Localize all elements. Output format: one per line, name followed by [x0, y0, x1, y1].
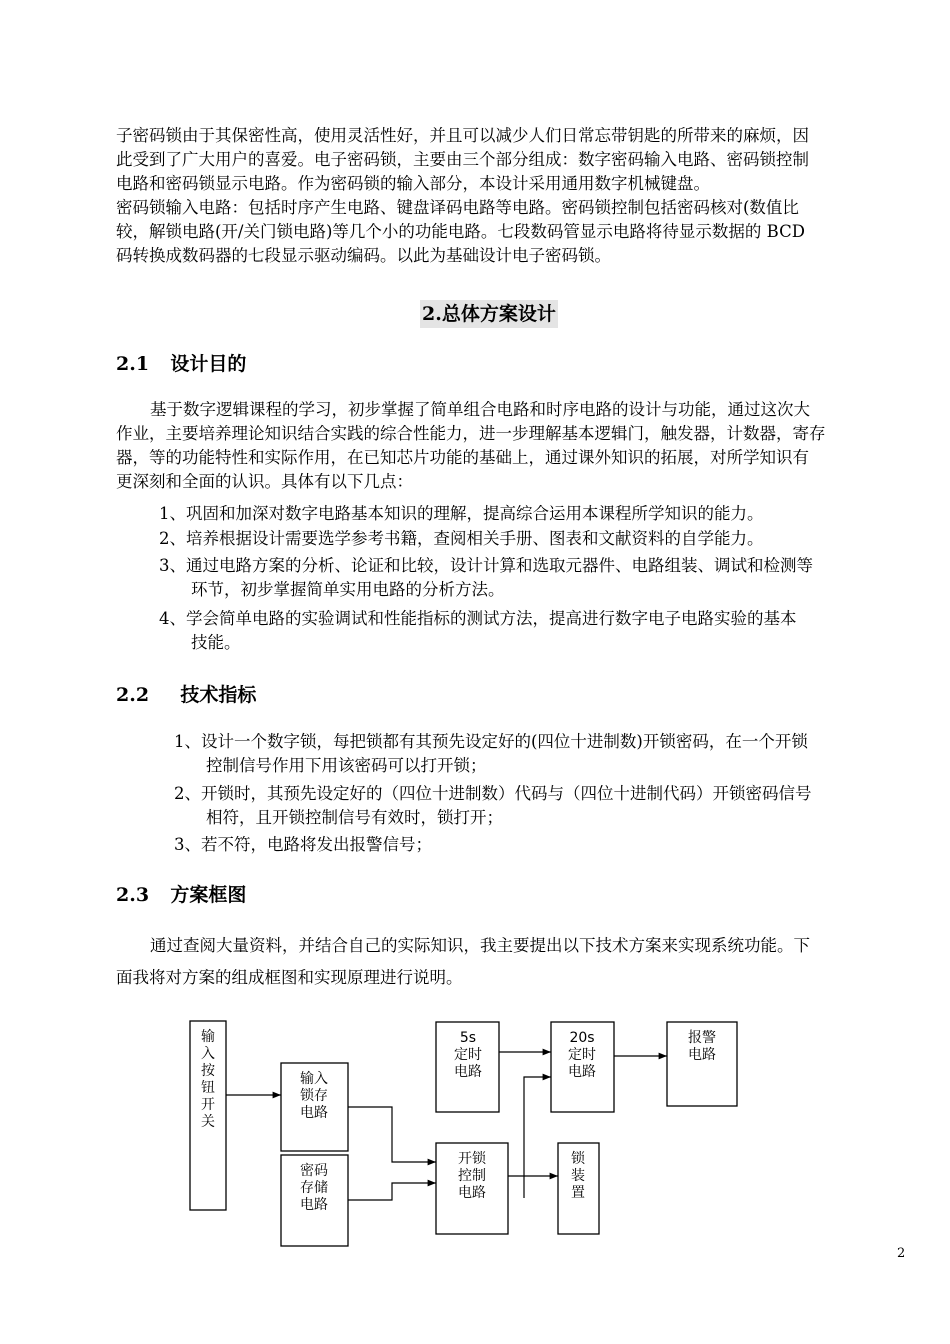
timer-20s-label: 20s — [569, 1030, 595, 1046]
list-item-continuation: 相符，且开锁控制信号有效时，锁打开； — [206, 808, 503, 827]
intro-line: 此受到了广大用户的喜爱。电子密码锁，主要由三个部分组成：数字密码输入电路、密码锁控制 — [116, 150, 809, 169]
s21-line: 作业，主要培养理论知识结合实践的综合性能力，进一步理解基本逻辑门，触发器，计数器，寄存 — [116, 424, 826, 443]
list-item-text: 3、若不符，电路将发出报警信号； — [174, 835, 432, 854]
section-number: 2.3 — [116, 884, 150, 906]
input-latch-label: 输入 — [300, 1071, 328, 1087]
timer-5s-label: 5s — [459, 1030, 477, 1046]
unlock-control-label: 开锁 — [458, 1151, 486, 1167]
timer-5s-label: 定时 — [454, 1047, 482, 1063]
intro-line: 电路和密码锁显示电路。作为密码锁的输入部分，本设计采用通用数字机械键盘。 — [116, 174, 710, 193]
arrow-store-to-control — [348, 1183, 436, 1200]
input-latch-label: 锁存 — [300, 1088, 328, 1104]
list-item-text: 1、设计一个数字锁，每把锁都有其预先设定好的(四位十进制数)开锁密码，在一个开锁 — [174, 732, 808, 751]
section-title: 技术指标 — [180, 684, 257, 706]
s21-line: 更深刻和全面的认识。具体有以下几点： — [116, 472, 413, 491]
page-number: 2 — [897, 1246, 906, 1261]
input-switch-char: 开 — [201, 1097, 215, 1113]
alarm-label: 报警 — [688, 1030, 716, 1046]
input-switch-char: 关 — [201, 1114, 215, 1130]
list-item-continuation: 技能。 — [191, 633, 241, 652]
s23-line: 通过查阅大量资料，并结合自己的实际知识，我主要提出以下技术方案来实现系统功能。下 — [150, 936, 810, 955]
section-number: 2.1 — [116, 353, 150, 375]
list-item-continuation: 环节，初步掌握简单实用电路的分析方法。 — [191, 580, 505, 599]
list-item-text: 2、开锁时，其预先设定好的（四位十进制数）代码与（四位十进制代码）开锁密码信号 — [174, 784, 812, 803]
password-store-label: 电路 — [300, 1197, 328, 1213]
timer-20s-label: 定时 — [568, 1047, 596, 1063]
timer-20s-label: 电路 — [568, 1064, 596, 1080]
input-switch-char: 入 — [201, 1046, 215, 1062]
password-store-label: 密码 — [300, 1163, 328, 1179]
intro-line: 子密码锁由于其保密性高，使用灵活性好，并且可以减少人们日常忘带钥匙的所带来的麻烦，因 — [116, 126, 809, 145]
list-item-text: 1、巩固和加深对数字电路基本知识的理解，提高综合运用本课程所学知识的能力。 — [159, 504, 764, 523]
list-item-text: 3、通过电路方案的分析、论证和比较，设计计算和选取元器件、电路组装、调试和检测等 — [159, 556, 813, 575]
chapter-title: 2.总体方案设计 — [420, 300, 558, 328]
section-title: 设计目的 — [170, 353, 247, 375]
section-number: 2.2 — [116, 684, 150, 706]
input-switch-char: 钮 — [201, 1080, 215, 1096]
lock-device-char: 装 — [571, 1168, 585, 1184]
intro-line: 密码锁输入电路：包括时序产生电路、键盘译码电路等电路。密码锁控制包括密码核对(数值比 — [116, 198, 799, 217]
list-item-continuation: 控制信号作用下用该密码可以打开锁； — [206, 756, 487, 775]
alarm-label: 电路 — [688, 1047, 716, 1063]
s23-line: 面我将对方案的组成框图和实现原理进行说明。 — [116, 968, 463, 987]
section-title: 方案框图 — [170, 884, 247, 906]
arrow-latch-to-control — [348, 1107, 436, 1162]
diagram-connectors — [226, 1052, 667, 1200]
arrow-control-to-20s — [508, 1077, 551, 1176]
list-item-text: 2、培养根据设计需要选学参考书籍，查阅相关手册、图表和文献资料的自学能力。 — [159, 529, 764, 548]
password-store-label: 存储 — [300, 1180, 328, 1196]
input-switch-char: 按 — [201, 1063, 215, 1079]
intro-line: 较，解锁电路(开/关门锁电路)等几个小的功能电路。七段数码管显示电路将待显示数据的 BCD — [116, 222, 805, 241]
unlock-control-label: 控制 — [458, 1168, 486, 1184]
unlock-control-label: 电路 — [458, 1185, 486, 1201]
lock-device-char: 置 — [571, 1185, 585, 1201]
input-latch-label: 电路 — [300, 1105, 328, 1121]
lock-device-char: 锁 — [571, 1151, 585, 1167]
timer-5s-label: 电路 — [454, 1064, 482, 1080]
s21-line: 基于数字逻辑课程的学习，初步掌握了简单组合电路和时序电路的设计与功能，通过这次大 — [150, 400, 810, 419]
s21-line: 器，等的功能特性和实际作用，在已知芯片功能的基础上，通过课外知识的拓展，对所学知识有 — [116, 448, 809, 467]
intro-line: 码转换成数码器的七段显示驱动编码。以此为基础设计电子密码锁。 — [116, 246, 611, 265]
input-switch-char: 输 — [201, 1029, 215, 1045]
list-item-text: 4、学会简单电路的实验调试和性能指标的测试方法，提高进行数字电子电路实验的基本 — [159, 609, 797, 628]
